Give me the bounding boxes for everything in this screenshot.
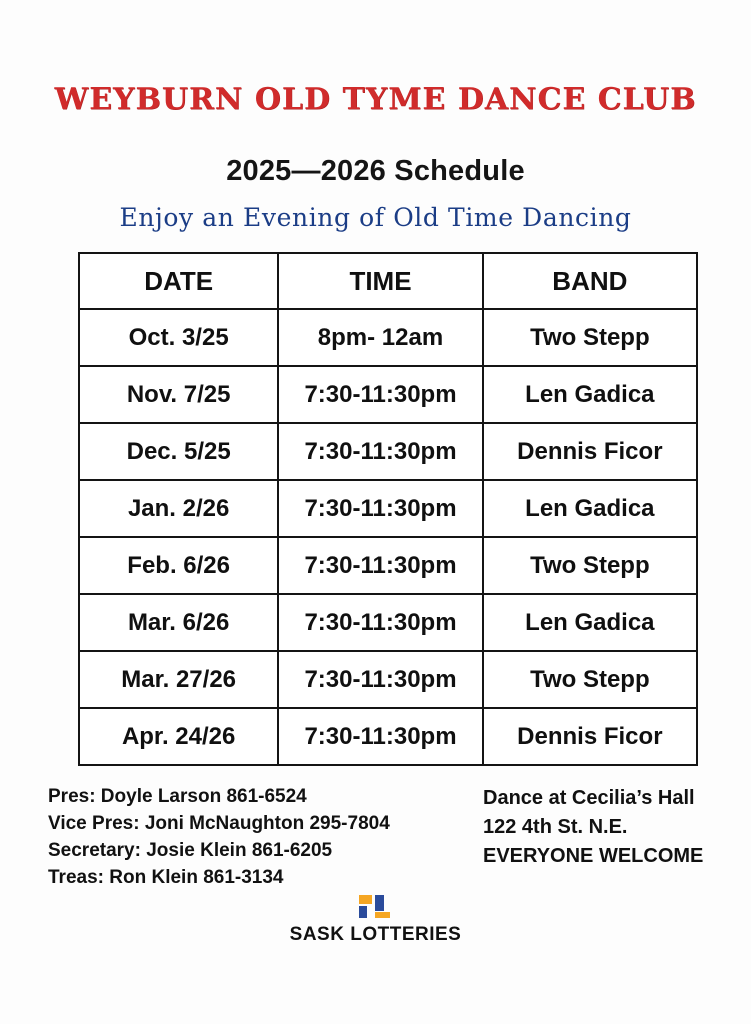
contact-secretary: Secretary: Josie Klein 861-6205: [48, 839, 333, 861]
cell-band: Len Gadica: [483, 594, 697, 651]
cell-time: 7:30-11:30pm: [278, 480, 482, 537]
table-row: [79, 537, 697, 594]
venue-welcome: EVERYONE WELCOME: [483, 845, 704, 867]
cell-time: 8pm- 12am: [278, 309, 482, 366]
cell-time: 7:30-11:30pm: [278, 366, 482, 423]
cell-date: Mar. 6/26: [79, 594, 278, 651]
cell-band: Two Stepp: [483, 537, 697, 594]
contact-vice-president: Vice Pres: Joni McNaughton 295-7804: [48, 812, 390, 834]
column-header-time: TIME: [278, 253, 482, 309]
page-title: WEYBURN OLD TYME DANCE CLUB: [54, 82, 697, 117]
cell-band: Two Stepp: [483, 651, 697, 708]
venue-address: 122 4th St. N.E.: [483, 816, 628, 838]
cell-date: Oct. 3/25: [79, 309, 278, 366]
contact-list: [48, 784, 478, 892]
tagline: Enjoy an Evening of Old Time Dancing: [119, 203, 632, 232]
cell-band: Two Stepp: [483, 309, 697, 366]
cell-date: Apr. 24/26: [79, 708, 278, 765]
cell-date: Nov. 7/25: [79, 366, 278, 423]
sask-lotteries-logo-icon: [355, 893, 397, 921]
table-row: [79, 651, 697, 708]
cell-time: 7:30-11:30pm: [278, 594, 482, 651]
table-row: [79, 708, 697, 765]
venue-name: Dance at Cecilia’s Hall: [483, 787, 695, 809]
cell-date: Mar. 27/26: [79, 651, 278, 708]
cell-band: Dennis Ficor: [483, 423, 697, 480]
table-row: [79, 480, 697, 537]
cell-time: 7:30-11:30pm: [278, 423, 482, 480]
sponsor-block: [0, 893, 751, 946]
column-header-band: BAND: [483, 253, 697, 309]
table-row: [79, 309, 697, 366]
cell-band: Len Gadica: [483, 480, 697, 537]
cell-time: 7:30-11:30pm: [278, 537, 482, 594]
schedule-table: [78, 252, 698, 766]
table-row: [79, 594, 697, 651]
contact-treasurer: Treas: Ron Klein 861-3134: [48, 866, 284, 888]
cell-time: 7:30-11:30pm: [278, 651, 482, 708]
cell-date: Jan. 2/26: [79, 480, 278, 537]
cell-band: Dennis Ficor: [483, 708, 697, 765]
table-row: [79, 423, 697, 480]
cell-date: Dec. 5/25: [79, 423, 278, 480]
cell-date: Feb. 6/26: [79, 537, 278, 594]
contact-president: Pres: Doyle Larson 861-6524: [48, 786, 307, 807]
cell-time: 7:30-11:30pm: [278, 708, 482, 765]
cell-band: Len Gadica: [483, 366, 697, 423]
column-header-date: DATE: [79, 253, 278, 309]
sponsor-name: SASK LOTTERIES: [289, 924, 462, 945]
venue-info: [483, 784, 743, 871]
table-row: [79, 366, 697, 423]
schedule-subtitle: 2025—2026 Schedule: [226, 155, 525, 187]
table-header-row: [79, 253, 697, 309]
